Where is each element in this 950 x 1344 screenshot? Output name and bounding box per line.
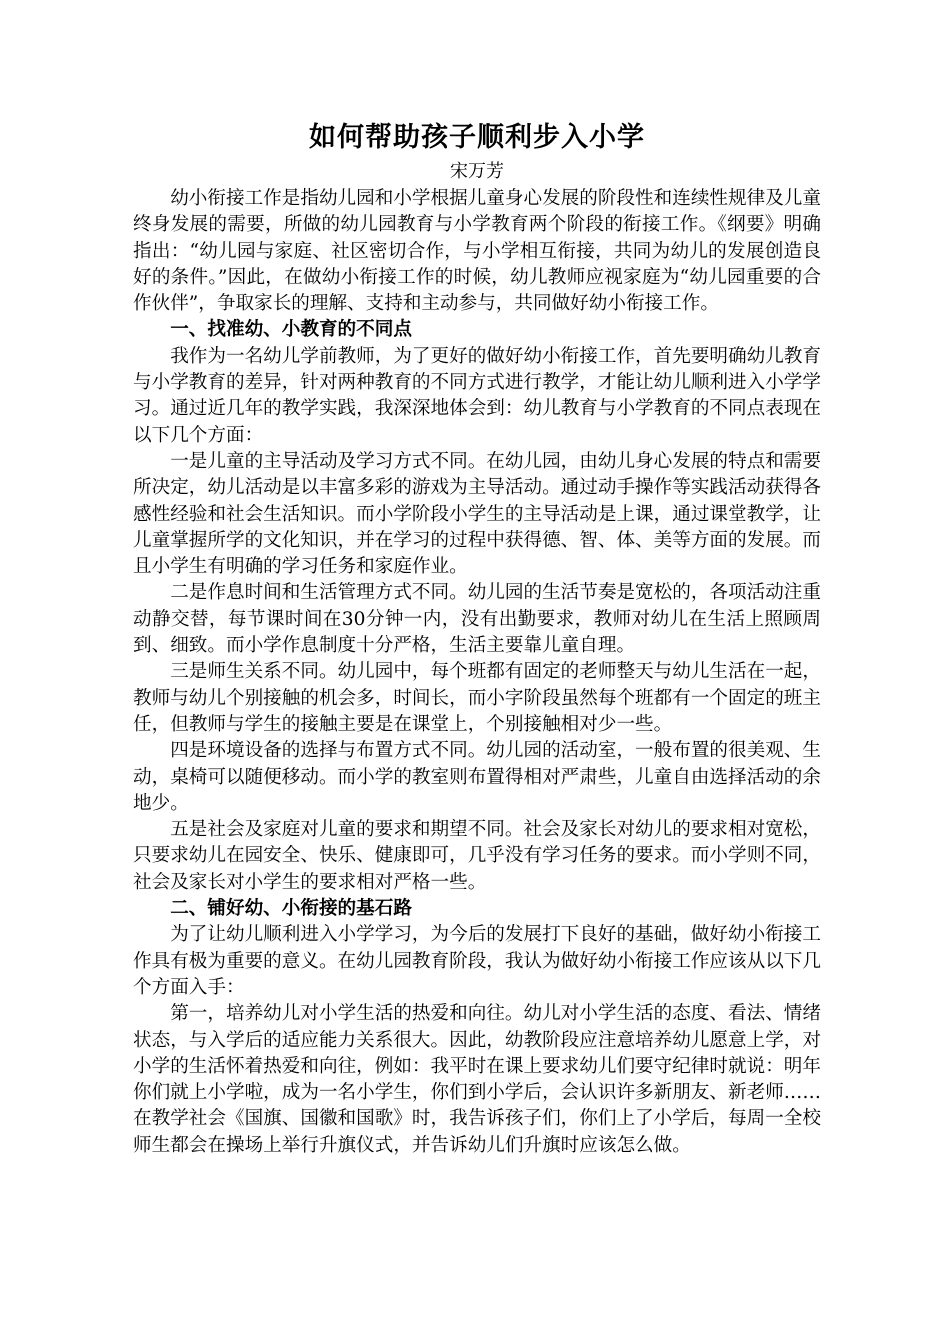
section-1-paragraph-1: 我作为一名幼儿学前教师，为了更好的做好幼小衔接工作，首先要明确幼儿教育与小学教育的差异，针对两种教育的不同方式进行教学，才能让幼儿顺利进入小学学习。通过近几年的教学实践，我深深地体会到：幼儿教育与小学教育的不同点表现在以下几个方面： [133,345,821,446]
section-1-paragraph-4: 三是师生关系不同。幼儿园中，每个班都有固定的老师整天与幼儿生活在一起，教师与幼儿个别接触的机会多，时间长，而小字阶段虽然每个班都有一个固定的班主任，但教师与学生的接触主要是在课堂上，个别接触相对少一些。 [133,661,821,735]
section-2-paragraph-2: 第一，培养幼儿对小学生活的热爱和向往。幼儿对小学生活的态度、看法、情绪状态，与入学后的适应能力关系很大。因此，幼教阶段应注意培养幼儿愿意上学，对小学的生活怀着热爱和向往，例如：我平时在课上要求幼儿们要守纪律时就说：明年你们就上小学啦，成为一名小学生，你们到小学后，会认识许多新朋友、新老师……在教学社会《国旗、国徽和国歌》时，我告诉孩子们，你们上了小学后，每周一全校师生都会在操场上举行升旗仪式，并告诉幼儿们升旗时应该怎么做。 [133,1003,821,1156]
section-1-paragraph-2: 一是儿童的主导活动及学习方式不同。在幼儿园，由幼儿身心发展的特点和需要所决定，幼儿活动是以丰富多彩的游戏为主导活动。通过动手操作等实践活动获得各感性经验和社会生活知识。而小学阶段小学生的主导活动是上课，通过课堂教学，让儿童掌握所学的文化知识，并在学习的过程中获得德、智、体、美等方面的发展。而且小学生有明确的学习任务和家庭作业。 [133,450,821,578]
document-page [133,118,821,1159]
document-title: 如何帮助孩子顺利步入小学 [309,122,645,153]
section-2-paragraph-1: 为了让幼儿顺利进入小学学习，为今后的发展打下良好的基础，做好幼小衔接工作具有极为重要的意义。在幼儿园教育阶段，我认为做好幼小衔接工作应该从以下几个方面入手： [133,924,821,998]
section-1-paragraph-3: 二是作息时间和生活管理方式不同。幼儿园的生活节奏是宽松的，各项活动注重动静交替，每节课时间在30分钟一内，没有出勤要求，教师对幼儿在生活上照顾周到、细致。而小学作息制度十分严格，生活主要靠儿童自理。 [133,582,821,657]
section-1-paragraph-5: 四是环境设备的选择与布置方式不同。幼儿园的活动室，一般布置的很美观、生动，桌椅可以随便移动。而小学的教室则布置得相对严肃些，儿童自由选择活动的余地少。 [133,740,821,814]
section-1-paragraph-6: 五是社会及家庭对儿童的要求和期望不同。社会及家长对幼儿的要求相对宽松，只要求幼儿在园安全、快乐、健康即可，几乎没有学习任务的要求。而小学则不同，社会及家长对小学生的要求相对严格一些。 [133,819,821,893]
section-1-heading: 一、找准幼、小教育的不同点 [170,319,412,341]
section-2-heading: 二、铺好幼、小衔接的基石路 [170,898,412,920]
intro-paragraph: 幼小衔接工作是指幼儿园和小学根据儿童身心发展的阶段性和连续性规律及儿童终身发展的需要，所做的幼儿园教育与小学教育两个阶段的衔接工作。《纲要》明确指出：“幼儿园与家庭、社区密切合作，与小学相互衔接，共同为幼儿的发展创造良好的条件。”因此，在做幼小衔接工作的时候，幼儿教师应视家庭为“幼儿园重要的合作伙伴”，争取家长的理解、支持和主动参与，共同做好幼小衔接工作。 [133,188,821,315]
author-name: 宋万芳 [450,161,504,182]
